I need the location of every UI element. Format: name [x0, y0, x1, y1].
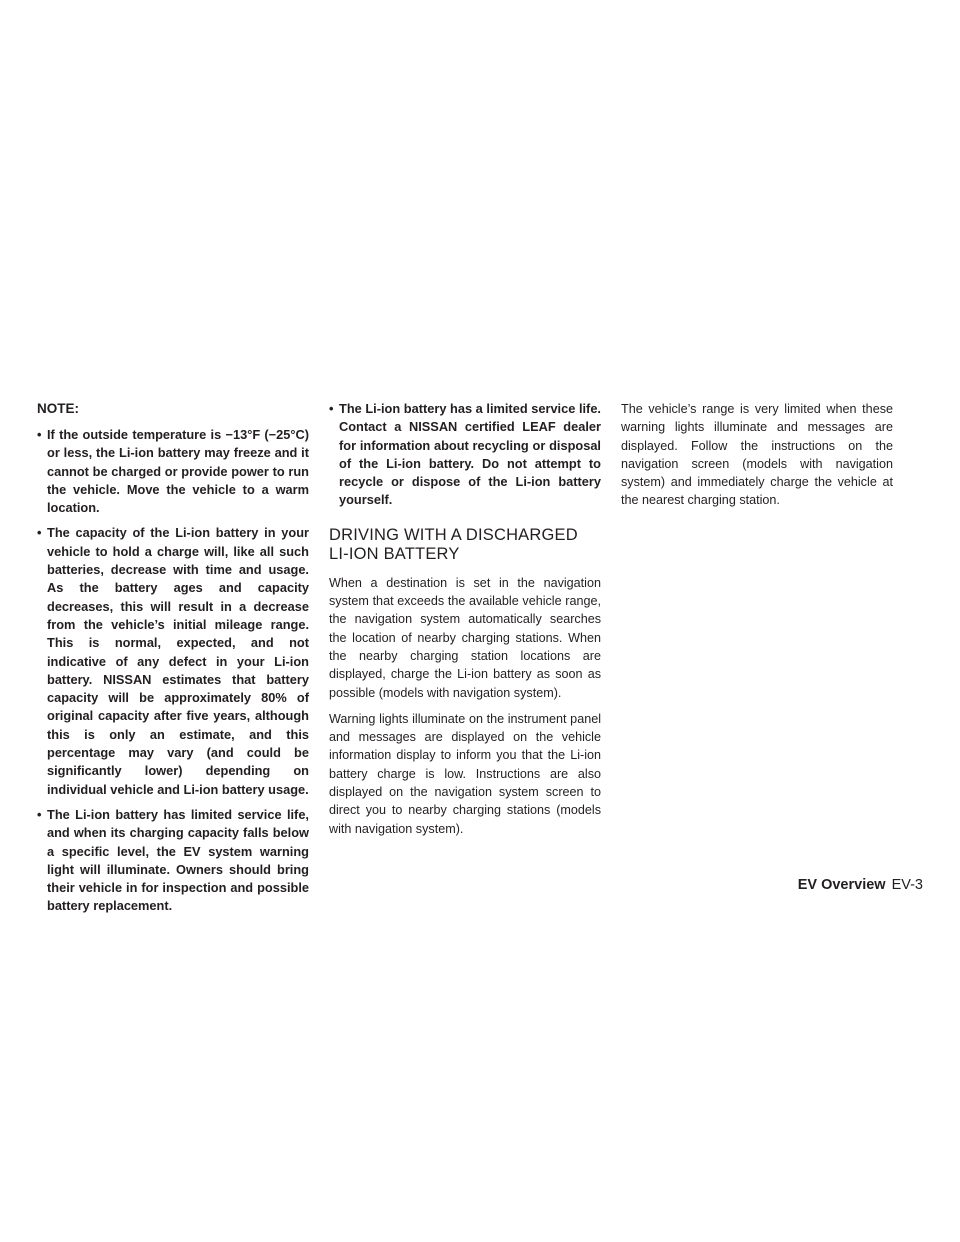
note-item-capacity: • The capacity of the Li-ion battery in your vehicle to hold a charge will, like all such batteries, decrease with time and usage. As the battery ages and capacity decreases, this will result in a decrease from the vehicle’s initial mileage range. This is normal, expected, and not indicative of any defect in your Li-ion battery. NISSAN estimates that battery capacity will be approximately 80% of original capacity after five years, although this is only an estimate, and this percentage may vary (and could be significantly lower) depending on individual vehicle and Li-ion battery usage. [37, 524, 309, 798]
note-item-service-life: • The Li-ion battery has limited service life, and when its charging capacity falls below a specific level, the EV system warning light will illuminate. Owners should bring their vehicle in for inspection and possible battery replacement. [37, 806, 309, 916]
paragraph-navigation: When a destination is set in the navigation system that exceeds the available vehicle range, the navigation system automatically searches the location of nearby charging stations. When the nearby charging station locations are displayed, charge the Li-ion battery as soon as possible (models with navigation system). [329, 575, 601, 700]
note-list-continued [329, 400, 601, 510]
column-right [621, 400, 893, 518]
note-list [37, 426, 309, 916]
paragraph-warning-lights: Warning lights illuminate on the instrument panel and messages are displayed on the vehicle information display to inform you that the Li-ion battery charge is low. Instructions are also displayed on the navigation system screen to direct you to nearby charging stations (models with navigation system). [329, 711, 601, 836]
note-item-recycling: • The Li-ion battery has a limited service life. Contact a NISSAN certified LEAF dealer for information about recycling or disposal of the Li-ion battery. Do not attempt to recycle or dispose of the Li-ion battery yourself. [329, 400, 601, 510]
page-footer [798, 877, 923, 893]
page-number: EV-3 [891, 877, 923, 893]
column-middle [329, 400, 601, 846]
section-title: DRIVING WITH A DISCHARGED LI-ION BATTERY [329, 525, 578, 563]
footer-section-name: EV Overview [797, 877, 886, 893]
note-item-temperature: • If the outside temperature is −13°F (−25°C) or less, the Li-ion battery may freeze and it cannot be charged or provide power to run the vehicle. Move the vehicle to a warm location. [37, 426, 309, 517]
paragraph-range-limited: The vehicle’s range is very limited when these warning lights illuminate and messages are displayed. Follow the instructions on the navigation screen (models with navigation system) and immediately charge the vehicle at the nearest charging station. [621, 402, 893, 508]
column-left [37, 400, 309, 923]
note-heading: NOTE: [37, 401, 79, 416]
